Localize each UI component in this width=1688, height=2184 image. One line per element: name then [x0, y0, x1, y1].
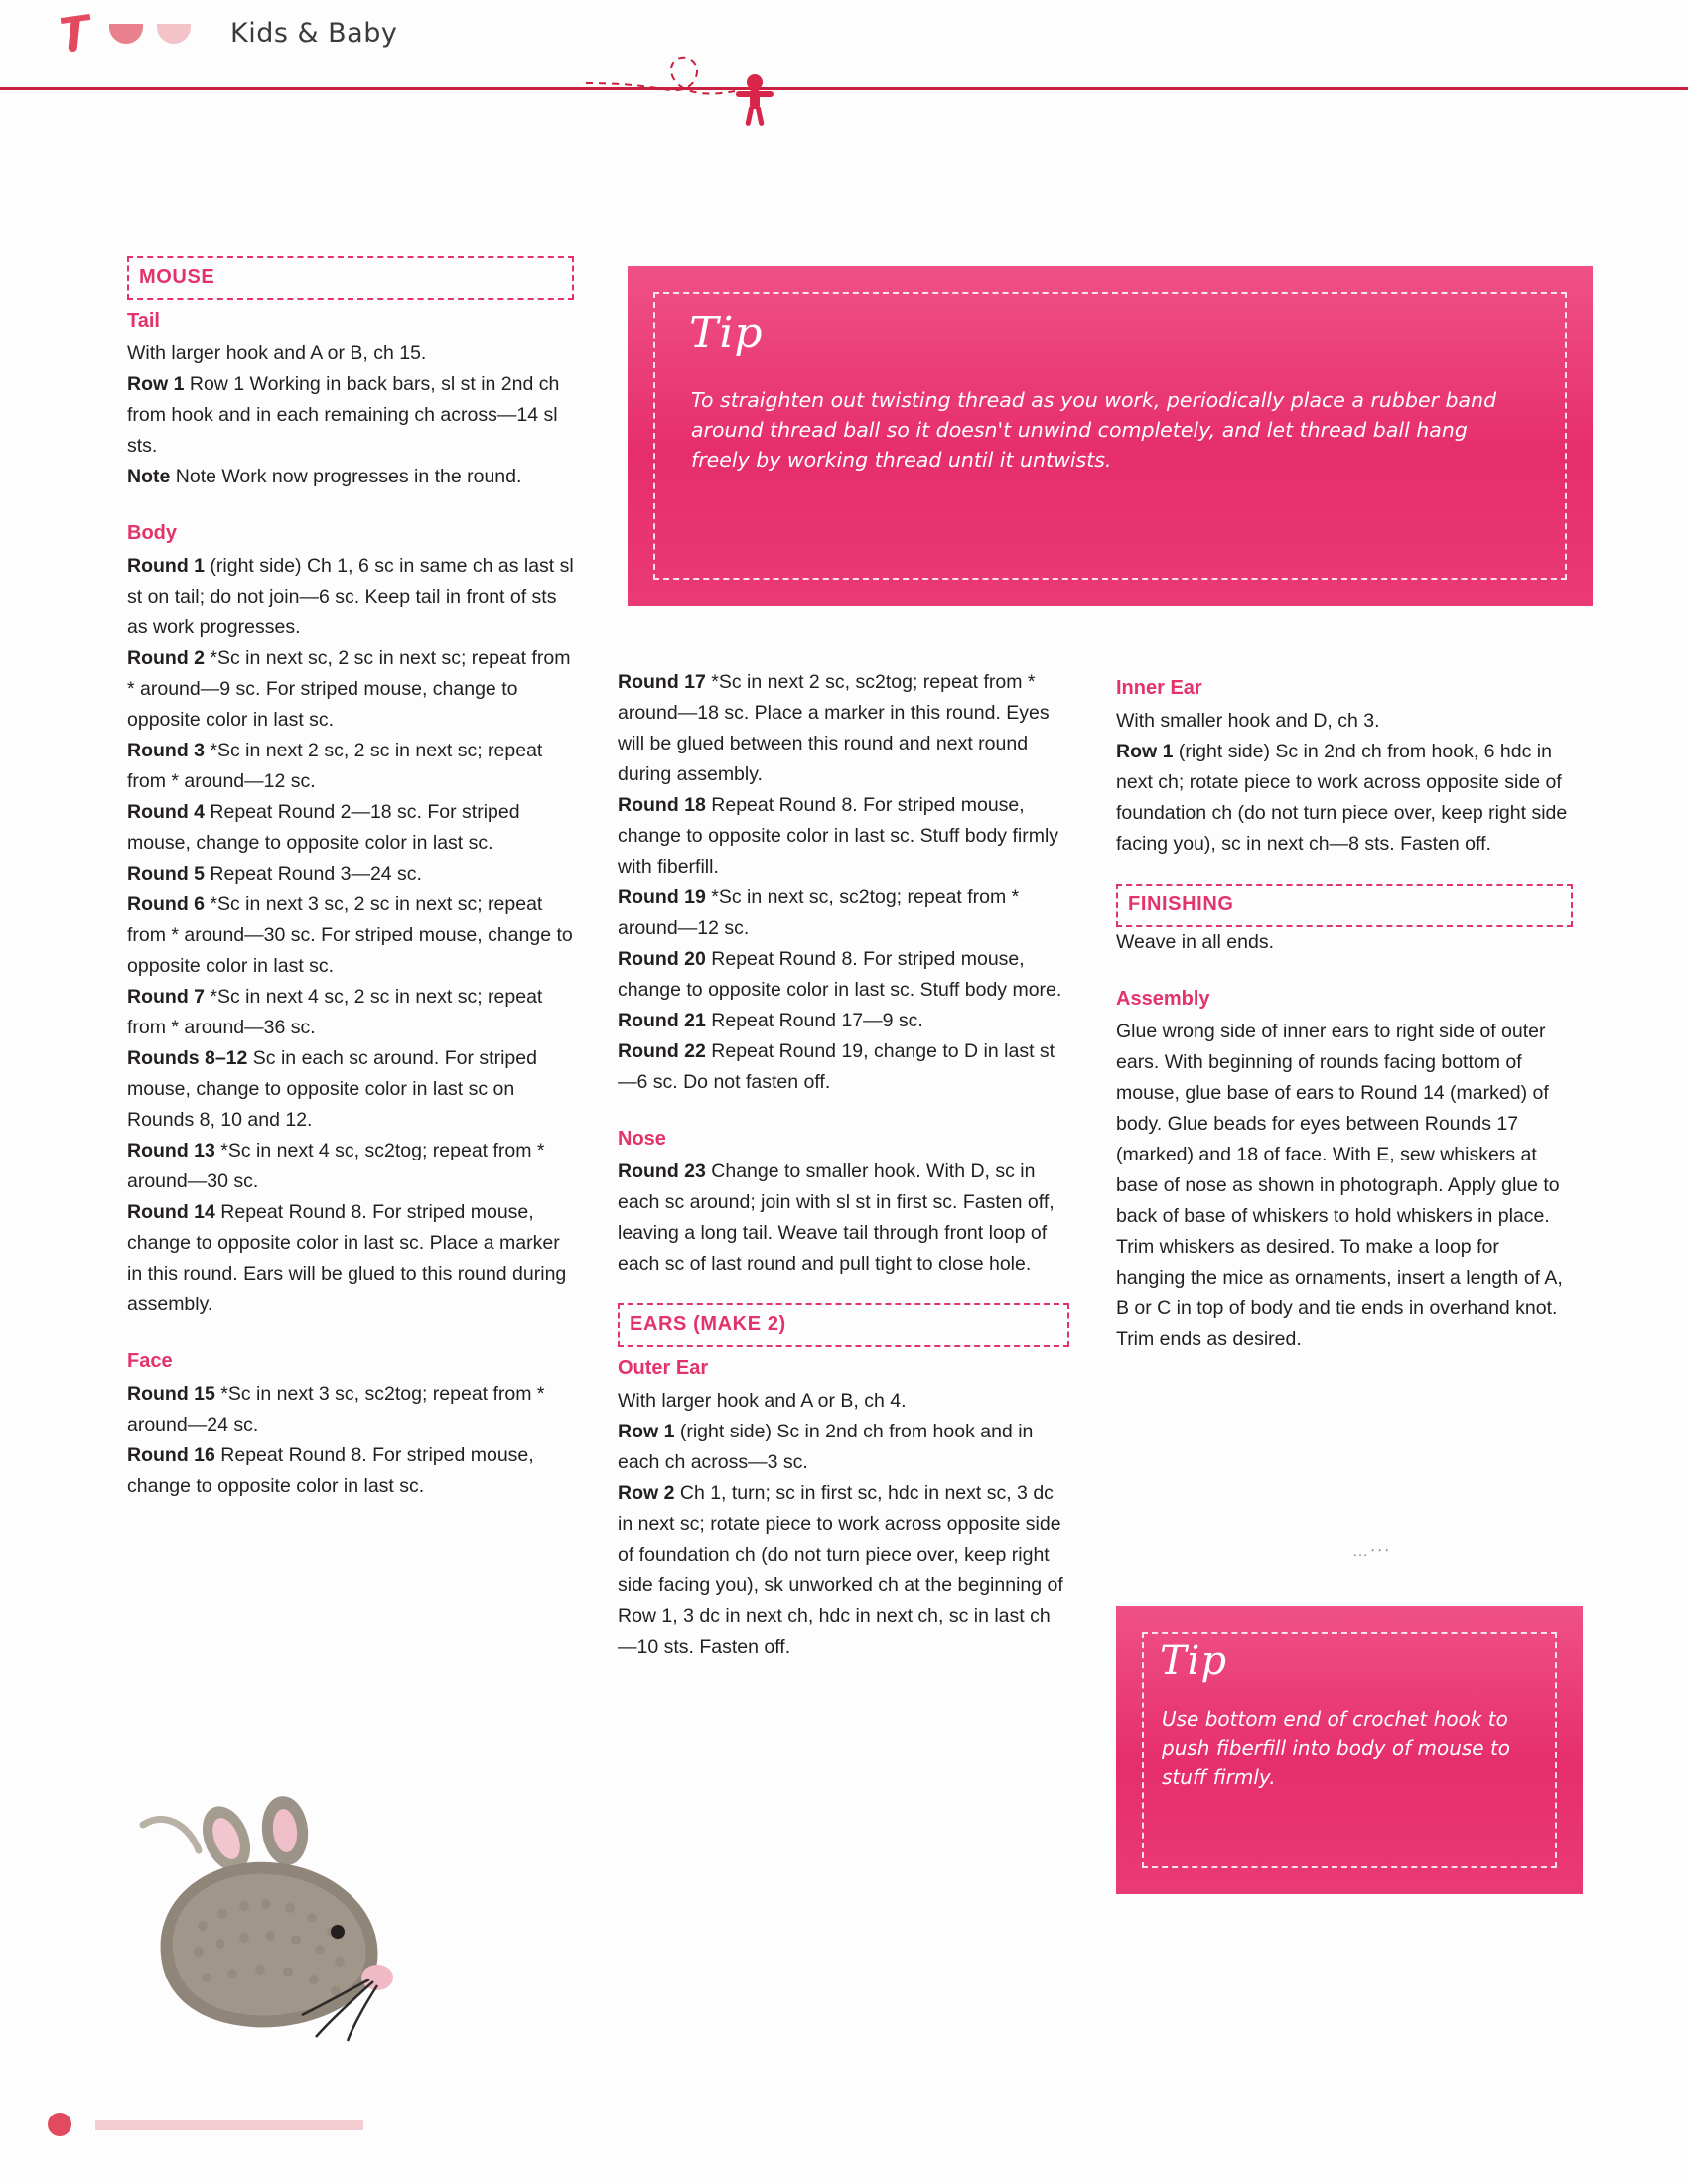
scan-smudge-marks: …‧‧‧	[1352, 1543, 1392, 1560]
heading-inner-ear: Inner Ear	[1116, 677, 1202, 699]
nose-round	[618, 1157, 1069, 1280]
note-text: Note Work now progresses in the round.	[175, 466, 522, 487]
outer-ear-line	[618, 1478, 1069, 1663]
body-round	[127, 736, 574, 797]
round-text: Sc in each sc around. For striped mouse, change to opposite color in last sc on Rounds 8, 10 and 12.	[127, 1047, 537, 1131]
round-text: Repeat Round 2—18 sc. For striped mouse, change to opposite color in last sc.	[127, 801, 520, 854]
mouse-section-header-wrap	[127, 256, 574, 300]
round-label: Rounds 8–12	[127, 1047, 248, 1069]
body-round	[127, 643, 574, 736]
heading-assembly: Assembly	[1116, 988, 1210, 1010]
tip-text: Use bottom end of crochet hook to push fiberfill into body of mouse to stuff firmly.	[1162, 1707, 1511, 1789]
body-round	[127, 1043, 574, 1136]
outer-ear-line	[618, 1386, 1069, 1417]
crocheted-mouse-photo	[103, 1747, 441, 2045]
row-label: Row 2	[618, 1482, 675, 1504]
face-round	[618, 790, 1069, 883]
body-round	[127, 982, 574, 1043]
round-label: Round 1	[127, 555, 205, 577]
face-round	[618, 1006, 1069, 1036]
gingerbread-man-icon	[735, 73, 774, 129]
hat-light-icon	[157, 24, 191, 44]
row-text: Row 1 Working in back bars, sl st in 2nd ch from hook and in each remaining ch across—14 sl sts.	[127, 373, 560, 457]
round-label: Round 3	[127, 740, 205, 761]
body-round	[127, 797, 574, 859]
header-divider	[0, 87, 1688, 90]
ears-section-header-wrap	[618, 1303, 1069, 1347]
row-label: Row 1	[1116, 741, 1174, 762]
header-icon-group	[56, 14, 191, 54]
row-text: With larger hook and A or B, ch 4.	[618, 1390, 907, 1412]
round-text: *Sc in next 3 sc, sc2tog; repeat from * around—24 sc.	[127, 1383, 545, 1435]
heading-nose: Nose	[618, 1128, 666, 1150]
tail-line-2	[127, 369, 574, 462]
round-text: Change to smaller hook. With D, sc in each sc around; join with sl st in first sc. Fasten off, leaving a long tail. Weave tail through front loop of each sc of last round and pull tight to close hole.	[618, 1160, 1055, 1275]
body-round	[127, 1136, 574, 1197]
round-label: Round 16	[127, 1444, 215, 1466]
tail-line-1: With larger hook and A or B, ch 15.	[127, 342, 427, 364]
column-three	[1116, 667, 1573, 1355]
round-text: Repeat Round 17—9 sc.	[711, 1010, 923, 1031]
tail-line-3	[127, 462, 574, 492]
round-label: Round 17	[618, 671, 706, 693]
round-text: Repeat Round 3—24 sc.	[210, 863, 422, 885]
face-round	[127, 1440, 574, 1502]
section-title-finishing: FINISHING	[1116, 884, 1573, 927]
round-label: Round 7	[127, 986, 205, 1008]
page-category-title: Kids & Baby	[230, 18, 398, 49]
finishing-text: Weave in all ends.	[1116, 931, 1274, 953]
page-header	[0, 0, 1688, 139]
finishing-section-header-wrap	[1116, 884, 1573, 927]
round-label: Round 23	[618, 1160, 706, 1182]
face-round	[618, 883, 1069, 944]
round-text: *Sc in next sc, 2 sc in next sc; repeat from * around—9 sc. For striped mouse, change to opposite color in last sc.	[127, 647, 571, 731]
round-text: *Sc in next 4 sc, sc2tog; repeat from * around—30 sc.	[127, 1140, 545, 1192]
round-text: *Sc in next 2 sc, 2 sc in next sc; repeat from * around—12 sc.	[127, 740, 543, 792]
tip-label: Tip	[1160, 1638, 1228, 1684]
round-label: Round 6	[127, 893, 205, 915]
tip-label: Tip	[689, 308, 764, 358]
note-label: Note	[127, 466, 171, 487]
row-label: Row 1	[618, 1421, 675, 1442]
assembly-text: Glue wrong side of inner ears to right side of outer ears. With beginning of rounds facing bottom of mouse, glue base of ears to Round 14 (marked) of body. Glue beads for eyes between Rounds 17 (marked) and 18 of face. With E, sew whiskers at base of nose as shown in photograph. Apply glue to back of base of whiskers to hold whiskers in place. Trim whiskers as desired. To make a loop for hanging the mice as ornaments, insert a length of A, B or C in top of body and tie ends in overhand knot. Trim ends as desired.	[1116, 1021, 1563, 1350]
column-two	[618, 667, 1069, 1663]
round-text: Repeat Round 8. For striped mouse, change to opposite color in last sc. Place a marker in this round. Ears will be glued to this round during assembly.	[127, 1201, 567, 1315]
round-text: *Sc in next 3 sc, 2 sc in next sc; repeat from * around—30 sc. For striped mouse, change to opposite color in last sc.	[127, 893, 573, 977]
round-text: *Sc in next sc, sc2tog; repeat from * around—12 sc.	[618, 887, 1020, 939]
tip-box-top	[628, 266, 1593, 606]
round-label: Round 15	[127, 1383, 215, 1405]
round-label: Round 21	[618, 1010, 706, 1031]
heading-body: Body	[127, 522, 177, 544]
row-text: With smaller hook and D, ch 3.	[1116, 710, 1380, 732]
footer-bar-decoration	[95, 2120, 363, 2130]
inner-ear-line	[1116, 706, 1573, 737]
outer-ear-line	[618, 1417, 1069, 1478]
round-label: Round 5	[127, 863, 205, 885]
heading-outer-ear: Outer Ear	[618, 1357, 709, 1379]
round-label: Round 14	[127, 1201, 215, 1223]
body-round	[127, 859, 574, 889]
round-text: *Sc in next 2 sc, sc2tog; repeat from * around—18 sc. Place a marker in this round. Eyes will be glued between this round and next round during assembly.	[618, 671, 1050, 785]
body-round	[127, 551, 574, 643]
round-label: Round 20	[618, 948, 706, 970]
round-label: Round 22	[618, 1040, 706, 1062]
body-round	[127, 1197, 574, 1320]
face-round	[618, 1036, 1069, 1098]
round-label: Round 2	[127, 647, 205, 669]
round-text: Repeat Round 8. For striped mouse, change to opposite color in last sc.	[127, 1444, 534, 1497]
column-one	[127, 256, 574, 1502]
heading-tail: Tail	[127, 310, 160, 332]
row-label: Row 1	[127, 373, 185, 395]
round-label: Round 13	[127, 1140, 215, 1161]
body-round	[127, 889, 574, 982]
inner-ear-line	[1116, 737, 1573, 860]
section-title-ears: EARS (MAKE 2)	[618, 1303, 1069, 1347]
face-round	[127, 1379, 574, 1440]
tip-box-bottom	[1116, 1606, 1583, 1894]
row-text: (right side) Sc in 2nd ch from hook and in each ch across—3 sc.	[618, 1421, 1034, 1473]
round-text: (right side) Ch 1, 6 sc in same ch as last sl st on tail; do not join—6 sc. Keep tail in front of sts as work progresses.	[127, 555, 574, 638]
row-text: (right side) Sc in 2nd ch from hook, 6 hdc in next ch; rotate piece to work across opposite side of foundation ch (do not turn piece over, keep right side facing you), sc in next ch—8 sts. Fasten off.	[1116, 741, 1568, 855]
section-title-mouse: MOUSE	[127, 256, 574, 300]
heading-face: Face	[127, 1350, 173, 1372]
hat-icon	[109, 24, 143, 44]
tip-text: To straighten out twisting thread as you work, periodically place a rubber band around thread ball so it doesn't unwind completely, and let thread ball hang freely by working thread until it untwists.	[691, 388, 1497, 472]
row-text: Ch 1, turn; sc in first sc, hdc in next sc, 3 dc in next sc; rotate piece to work across opposite side of foundation ch (do not turn piece over, keep right side facing you), sk unworked ch at the beginning of Row 1, 3 dc in next ch, hdc in next ch, sc in last ch—10 sts. Fasten off.	[618, 1482, 1063, 1658]
round-text: Repeat Round 8. For striped mouse, change to opposite color in last sc. Stuff body firmly with fiberfill.	[618, 794, 1059, 878]
round-text: Repeat Round 19, change to D in last st—6 sc. Do not fasten off.	[618, 1040, 1055, 1093]
round-label: Round 4	[127, 801, 205, 823]
round-label: Round 19	[618, 887, 706, 908]
footer-dot-decoration	[48, 2113, 71, 2136]
round-text: Repeat Round 8. For striped mouse, change to opposite color in last sc. Stuff body more.	[618, 948, 1062, 1001]
round-label: Round 18	[618, 794, 706, 816]
face-round	[618, 944, 1069, 1006]
round-text: *Sc in next 4 sc, 2 sc in next sc; repeat from * around—36 sc.	[127, 986, 543, 1038]
bow-icon	[56, 14, 95, 54]
face-round	[618, 667, 1069, 790]
